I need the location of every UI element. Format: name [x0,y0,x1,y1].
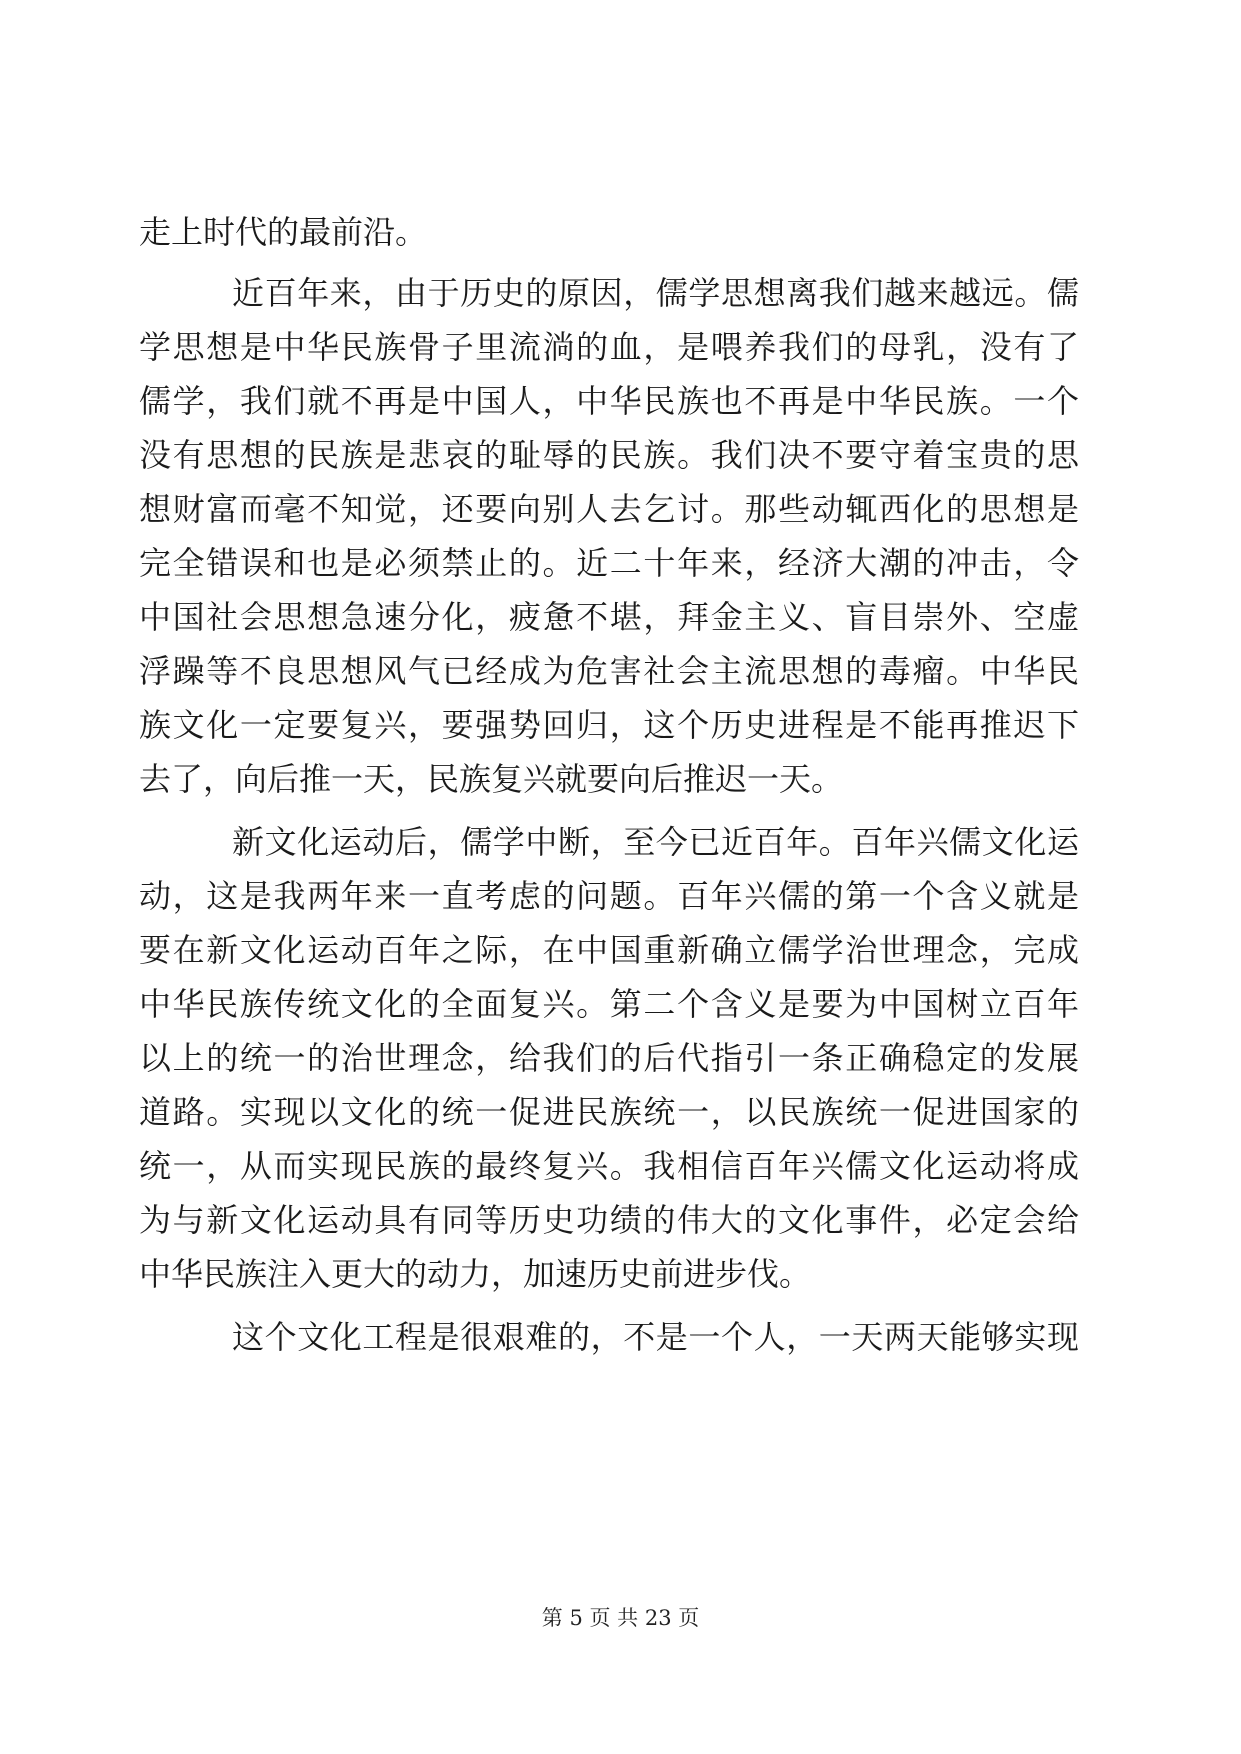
page-footer: 第 5 页 共 23 页 [541,1606,700,1630]
text-line: 动，这是我两年来一直考虑的问题。百年兴儒的第一个含义就是 [139,877,1079,915]
text-line: 新文化运动后，儒学中断，至今已近百年。百年兴儒文化运 [232,823,1079,861]
text-line: 走上时代的最前沿。 [139,213,428,251]
text-line: 中华民族注入更大的动力，加速历史前进步伐。 [139,1255,812,1293]
text-line: 为与新文化运动具有同等历史功绩的伟大的文化事件，必定会给 [139,1201,1079,1239]
text-line: 要在新文化运动百年之际，在中国重新确立儒学治世理念，完成 [139,931,1079,969]
text-line: 这个文化工程是很艰难的，不是一个人，一天两天能够实现 [232,1318,1079,1356]
text-line: 想财富而毫不知觉，还要向别人去乞讨。那些动辄西化的思想是 [139,490,1079,528]
text-line: 儒学，我们就不再是中国人，中华民族也不再是中华民族。一个 [139,382,1079,420]
text-line: 浮躁等不良思想风气已经成为危害社会主流思想的毒瘤。中华民 [139,652,1079,690]
text-line: 近百年来，由于历史的原因，儒学思想离我们越来越远。儒 [232,274,1079,312]
text-line: 没有思想的民族是悲哀的耻辱的民族。我们决不要守着宝贵的思 [139,436,1079,474]
text-line: 以上的统一的治世理念，给我们的后代指引一条正确稳定的发展 [139,1039,1079,1077]
text-line: 统一，从而实现民族的最终复兴。我相信百年兴儒文化运动将成 [139,1147,1079,1185]
text-line: 中华民族传统文化的全面复兴。第二个含义是要为中国树立百年 [139,985,1079,1023]
text-line: 道路。实现以文化的统一促进民族统一，以民族统一促进国家的 [139,1093,1079,1131]
text-line: 中国社会思想急速分化，疲惫不堪，拜金主义、盲目崇外、空虚 [139,598,1079,636]
text-line: 学思想是中华民族骨子里流淌的血，是喂养我们的母乳，没有了 [139,328,1079,366]
text-line: 完全错误和也是必须禁止的。近二十年来，经济大潮的冲击，令 [139,544,1079,582]
text-line: 去了，向后推一天，民族复兴就要向后推迟一天。 [139,760,844,798]
text-line: 族文化一定要复兴，要强势回归，这个历史进程是不能再推迟下 [139,706,1079,744]
